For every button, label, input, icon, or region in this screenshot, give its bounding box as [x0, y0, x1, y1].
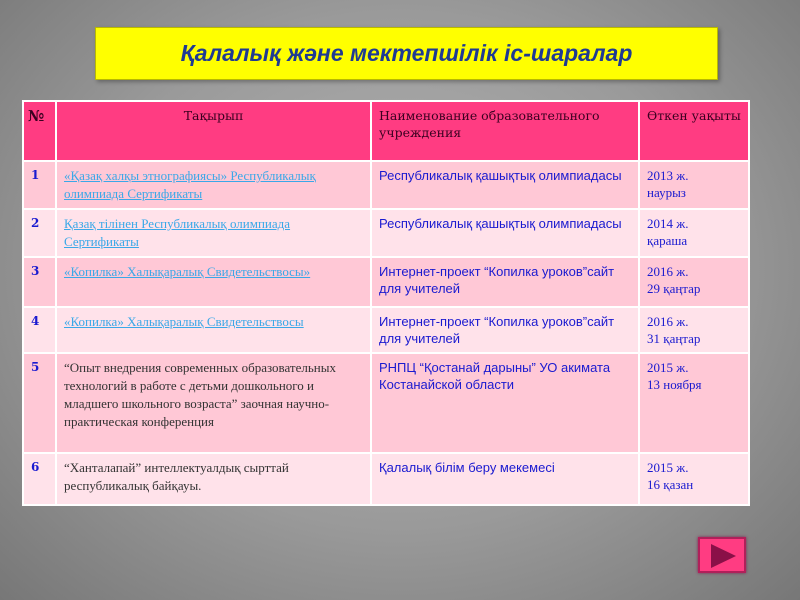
row-date	[639, 453, 749, 505]
row-topic	[56, 307, 371, 353]
row-date	[639, 161, 749, 209]
row-institution: Интернет-проект “Копилка уроков”сайт для учителей	[371, 307, 639, 353]
header-number: №	[23, 101, 56, 161]
row-number: 6	[23, 453, 56, 505]
date-day: қараша	[647, 233, 688, 248]
row-institution: РНПЦ “Қостанай дарыны” УО акимата Костанайской области	[371, 353, 639, 453]
date-year: 2016 ж.	[647, 264, 689, 279]
date-day: 31 қаңтар	[647, 331, 701, 346]
topic-text: “Опыт внедрения современных образовательных технологий в работе с детьми дошкольного и младшего школьного возраста” заочная научно-практическая конференция	[64, 360, 336, 429]
table-row	[23, 353, 749, 453]
date-year: 2015 ж.	[647, 460, 689, 475]
row-date	[639, 353, 749, 453]
events-table	[22, 100, 750, 506]
table-row	[23, 161, 749, 209]
header-institution: Наименование образовательного учреждения	[371, 101, 639, 161]
date-day: 13 ноября	[647, 377, 702, 392]
row-topic	[56, 257, 371, 307]
topic-link[interactable]: Қазақ тілінен Республикалық олимпиада Сертификаты	[64, 216, 291, 249]
row-number: 5	[23, 353, 56, 453]
table-row	[23, 257, 749, 307]
row-number: 1	[23, 161, 56, 209]
row-date	[639, 209, 749, 257]
topic-text: “Ханталапай” интеллектуалдық сырттай республикалық байқауы.	[64, 460, 289, 493]
date-day: наурыз	[647, 185, 686, 200]
table-row	[23, 209, 749, 257]
table-header-row	[23, 101, 749, 161]
next-slide-button[interactable]	[698, 537, 746, 573]
date-year: 2015 ж.	[647, 360, 689, 375]
date-year: 2013 ж.	[647, 168, 689, 183]
row-institution: Қалалық білім беру мекемесі	[371, 453, 639, 505]
row-institution: Интернет-проект “Копилка уроков”сайт для учителей	[371, 257, 639, 307]
table-row	[23, 307, 749, 353]
row-institution: Республикалық қашықтық олимпиадасы	[371, 209, 639, 257]
row-topic	[56, 209, 371, 257]
header-topic: Тақырып	[56, 101, 371, 161]
date-year: 2014 ж.	[647, 216, 689, 231]
topic-link[interactable]: «Копилка» Халықаралық Свидетельствосы	[64, 314, 304, 329]
slide-title-box	[95, 27, 718, 80]
row-number: 4	[23, 307, 56, 353]
slide-title: Қалалық және мектепшілік іс-шаралар	[180, 40, 633, 66]
table-row	[23, 453, 749, 505]
row-topic	[56, 453, 371, 505]
date-year: 2016 ж.	[647, 314, 689, 329]
topic-link[interactable]: «Қазақ халқы этнографиясы» Республикалық олимпиада Сертификаты	[64, 168, 316, 201]
header-date: Өткен уақыты	[639, 101, 749, 161]
row-number: 2	[23, 209, 56, 257]
play-triangle-icon	[708, 543, 738, 569]
row-date	[639, 307, 749, 353]
date-day: 29 қаңтар	[647, 281, 701, 296]
row-topic	[56, 353, 371, 453]
row-institution: Республикалық қашықтық олимпиадасы	[371, 161, 639, 209]
row-number: 3	[23, 257, 56, 307]
date-day: 16 қазан	[647, 477, 694, 492]
row-topic	[56, 161, 371, 209]
row-date	[639, 257, 749, 307]
topic-link[interactable]: «Копилка» Халықаралық Свидетельствосы»	[64, 264, 311, 279]
